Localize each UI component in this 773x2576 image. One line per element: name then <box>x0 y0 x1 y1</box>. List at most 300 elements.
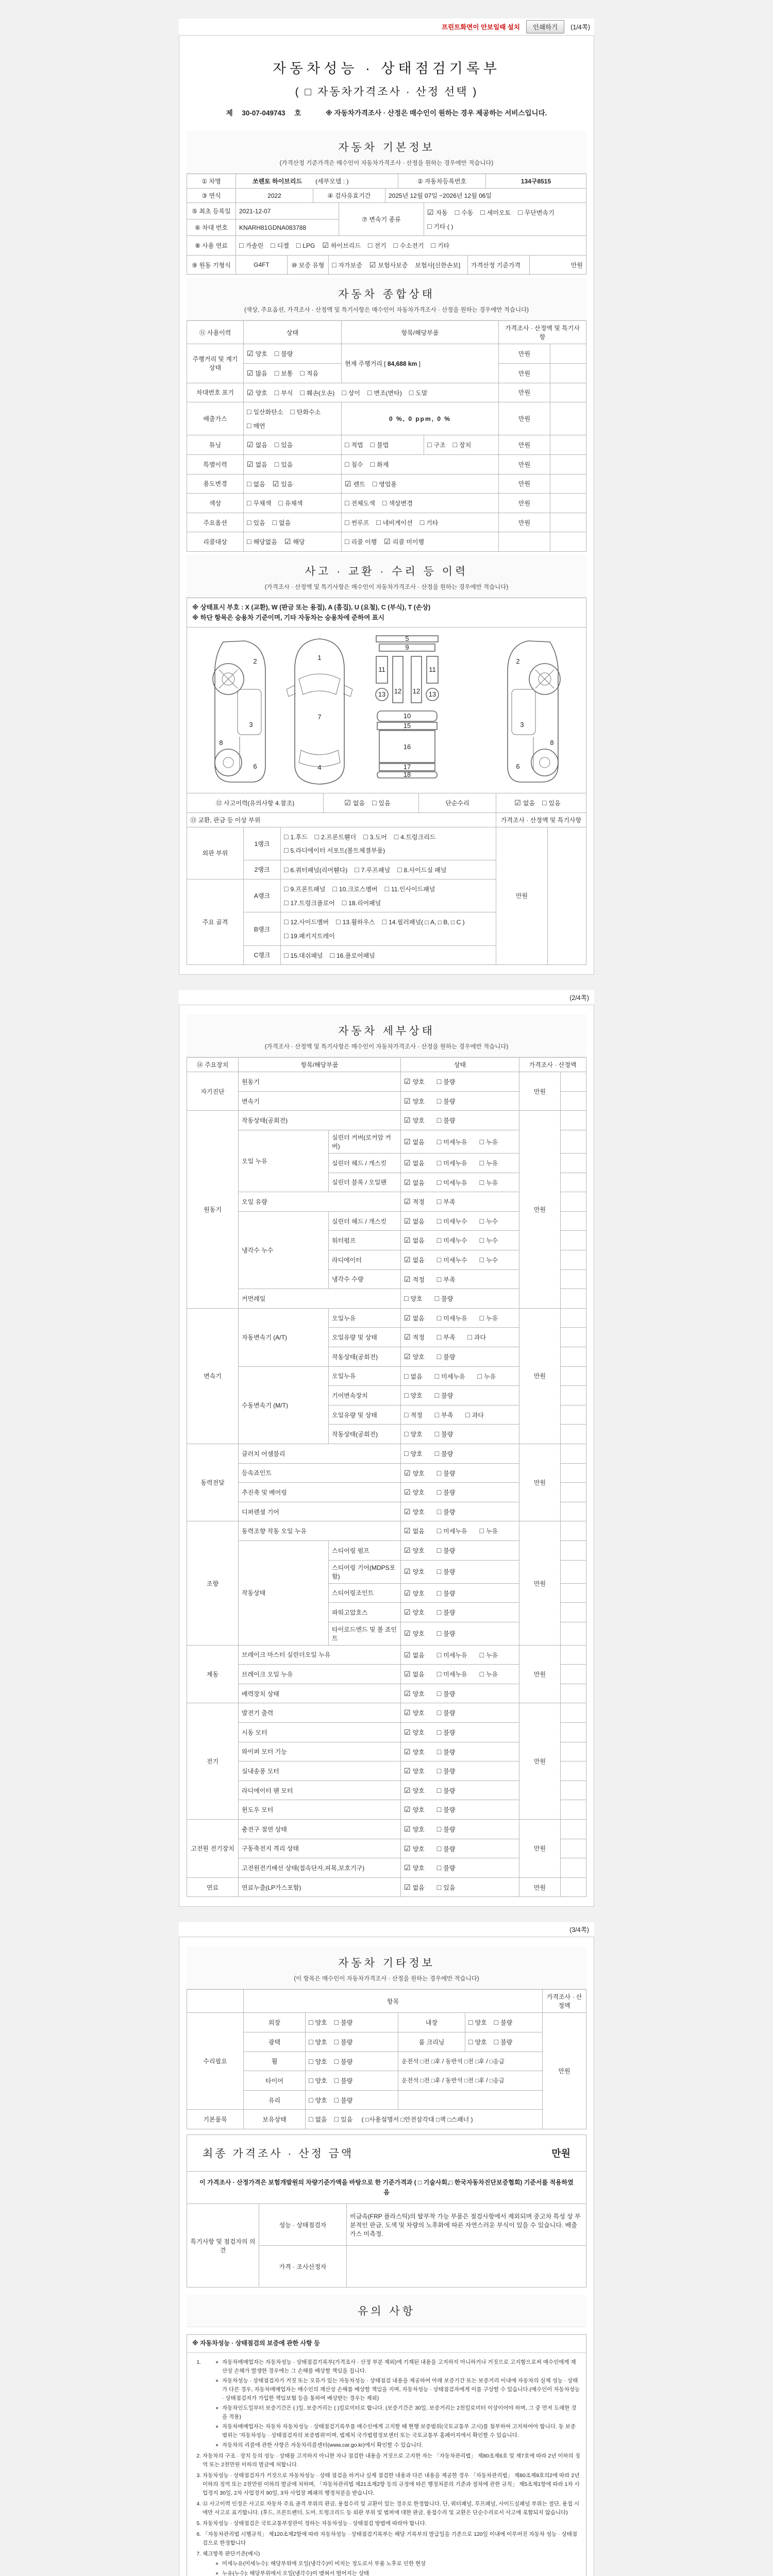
form-option[interactable] <box>271 239 289 252</box>
unchecked-checkbox-icon[interactable]: □ <box>274 460 279 468</box>
unchecked-checkbox-icon[interactable]: □ <box>436 1728 442 1737</box>
form-option[interactable] <box>404 1648 425 1662</box>
unchecked-checkbox-icon[interactable]: □ <box>247 479 251 488</box>
unchecked-checkbox-icon[interactable]: □ <box>300 388 305 397</box>
form-option[interactable] <box>404 1408 423 1422</box>
form-option[interactable] <box>437 1706 456 1720</box>
form-option[interactable] <box>518 206 554 219</box>
unchecked-checkbox-icon[interactable]: □ <box>376 518 381 527</box>
unchecked-checkbox-icon[interactable]: □ <box>247 537 251 546</box>
form-option[interactable] <box>404 1292 423 1306</box>
form-option[interactable] <box>435 1408 453 1422</box>
checked-checkbox-icon[interactable]: ☑ <box>404 1159 411 1167</box>
form-option[interactable] <box>345 535 377 549</box>
form-option[interactable] <box>404 1842 425 1856</box>
unchecked-checkbox-icon[interactable]: □ <box>436 1333 442 1342</box>
form-option[interactable] <box>345 438 363 452</box>
unchecked-checkbox-icon[interactable]: □ <box>436 1767 442 1775</box>
form-option[interactable] <box>478 1369 496 1383</box>
checked-checkbox-icon[interactable]: ☑ <box>404 1096 411 1105</box>
form-option[interactable] <box>467 1330 486 1344</box>
checked-checkbox-icon[interactable]: ☑ <box>247 368 254 377</box>
form-option[interactable] <box>494 2015 513 2029</box>
unchecked-checkbox-icon[interactable]: □ <box>393 241 398 250</box>
form-option[interactable] <box>404 1388 423 1402</box>
unchecked-checkbox-icon[interactable]: □ <box>290 408 295 416</box>
checked-checkbox-icon[interactable]: ☑ <box>404 1670 411 1679</box>
form-option[interactable] <box>437 1605 456 1619</box>
unchecked-checkbox-icon[interactable]: □ <box>436 1352 442 1361</box>
form-option[interactable] <box>437 1466 456 1480</box>
form-option[interactable] <box>247 386 267 400</box>
form-option[interactable] <box>480 1135 498 1149</box>
form-option[interactable] <box>342 896 381 910</box>
checked-checkbox-icon[interactable]: ☑ <box>247 388 254 397</box>
form-option[interactable] <box>372 796 391 810</box>
unchecked-checkbox-icon[interactable]: □ <box>436 1527 442 1535</box>
unchecked-checkbox-icon[interactable]: □ <box>247 408 251 416</box>
unchecked-checkbox-icon[interactable]: □ <box>467 1333 472 1342</box>
unchecked-checkbox-icon[interactable]: □ <box>436 1708 442 1717</box>
form-option[interactable] <box>394 239 424 252</box>
checked-checkbox-icon[interactable]: ☑ <box>404 1236 411 1245</box>
unchecked-checkbox-icon[interactable]: □ <box>382 918 387 926</box>
unchecked-checkbox-icon[interactable]: □ <box>436 1159 442 1167</box>
unchecked-checkbox-icon[interactable]: □ <box>274 349 279 358</box>
unchecked-checkbox-icon[interactable]: □ <box>382 499 387 507</box>
unchecked-checkbox-icon[interactable]: □ <box>247 421 251 430</box>
form-option[interactable] <box>342 386 360 400</box>
unchecked-checkbox-icon[interactable]: □ <box>334 2057 339 2065</box>
form-option[interactable] <box>404 1784 425 1798</box>
form-option[interactable] <box>309 2074 327 2088</box>
unchecked-checkbox-icon[interactable]: □ <box>465 1410 470 1419</box>
unchecked-checkbox-icon[interactable]: □ <box>479 1313 484 1322</box>
form-option[interactable] <box>309 2055 327 2069</box>
unchecked-checkbox-icon[interactable]: □ <box>436 1507 442 1516</box>
form-option[interactable] <box>437 1075 456 1089</box>
unchecked-checkbox-icon[interactable]: □ <box>436 1137 442 1146</box>
form-option[interactable] <box>371 438 389 452</box>
unchecked-checkbox-icon[interactable]: □ <box>284 951 289 959</box>
form-option[interactable] <box>437 1176 467 1190</box>
unchecked-checkbox-icon[interactable]: □ <box>284 885 289 893</box>
unchecked-checkbox-icon[interactable]: □ <box>334 2095 339 2104</box>
checked-checkbox-icon[interactable]: ☑ <box>404 1629 411 1638</box>
unchecked-checkbox-icon[interactable]: □ <box>479 1178 484 1187</box>
form-option[interactable] <box>371 457 389 471</box>
form-option[interactable] <box>382 915 465 929</box>
form-option[interactable] <box>369 258 408 272</box>
form-option[interactable] <box>404 1745 425 1759</box>
unchecked-checkbox-icon[interactable]: □ <box>355 865 359 874</box>
form-option[interactable] <box>247 438 267 452</box>
form-option[interactable] <box>315 830 356 844</box>
checked-checkbox-icon[interactable]: ☑ <box>247 440 254 449</box>
unchecked-checkbox-icon[interactable]: □ <box>284 898 289 907</box>
unchecked-checkbox-icon[interactable]: □ <box>284 846 289 855</box>
unchecked-checkbox-icon[interactable]: □ <box>436 1786 442 1794</box>
unchecked-checkbox-icon[interactable]: □ <box>518 208 523 216</box>
form-option[interactable] <box>309 2112 327 2126</box>
unchecked-checkbox-icon[interactable]: □ <box>278 499 283 507</box>
unchecked-checkbox-icon[interactable]: □ <box>452 440 458 449</box>
unchecked-checkbox-icon[interactable]: □ <box>309 2095 313 2104</box>
form-option[interactable] <box>437 1626 456 1640</box>
form-option[interactable] <box>437 1861 456 1875</box>
form-option[interactable] <box>278 496 303 510</box>
form-option[interactable] <box>273 516 291 530</box>
unchecked-checkbox-icon[interactable]: □ <box>427 440 432 449</box>
form-option[interactable] <box>345 477 365 491</box>
form-option[interactable] <box>437 1784 456 1798</box>
form-option[interactable] <box>404 1861 425 1875</box>
form-option[interactable] <box>239 239 263 252</box>
form-option[interactable] <box>404 1195 425 1209</box>
form-option[interactable] <box>435 1388 453 1402</box>
form-option[interactable] <box>300 386 334 400</box>
print-install-link[interactable]: 프린트화면이 안보일때 설치 <box>442 24 520 31</box>
form-option[interactable] <box>437 1842 456 1856</box>
checked-checkbox-icon[interactable]: ☑ <box>427 208 434 216</box>
checked-checkbox-icon[interactable]: ☑ <box>404 1507 411 1516</box>
unchecked-checkbox-icon[interactable]: □ <box>274 388 279 397</box>
unchecked-checkbox-icon[interactable]: □ <box>436 1178 442 1187</box>
form-option[interactable] <box>437 1214 467 1228</box>
unchecked-checkbox-icon[interactable]: □ <box>247 499 251 507</box>
form-option[interactable] <box>404 1822 425 1836</box>
unchecked-checkbox-icon[interactable]: □ <box>272 518 277 527</box>
checked-checkbox-icon[interactable]: ☑ <box>404 1275 411 1283</box>
unchecked-checkbox-icon[interactable]: □ <box>394 832 399 841</box>
unchecked-checkbox-icon[interactable]: □ <box>309 2018 313 2027</box>
form-option[interactable] <box>334 2055 353 2069</box>
unchecked-checkbox-icon[interactable]: □ <box>370 440 375 449</box>
unchecked-checkbox-icon[interactable]: □ <box>436 1488 442 1497</box>
unchecked-checkbox-icon[interactable]: □ <box>436 1077 442 1086</box>
form-option[interactable] <box>480 1667 498 1681</box>
form-option[interactable] <box>435 1292 453 1306</box>
form-option[interactable] <box>404 1094 425 1108</box>
form-option[interactable] <box>435 1447 453 1461</box>
form-option[interactable] <box>404 1764 425 1778</box>
form-option[interactable] <box>437 1687 456 1701</box>
form-option[interactable] <box>322 239 361 252</box>
checked-checkbox-icon[interactable]: ☑ <box>369 260 376 269</box>
form-option[interactable] <box>273 477 293 491</box>
unchecked-checkbox-icon[interactable]: □ <box>397 865 402 874</box>
form-option[interactable] <box>284 929 335 943</box>
unchecked-checkbox-icon[interactable]: □ <box>334 2076 339 2085</box>
checked-checkbox-icon[interactable]: ☑ <box>344 798 351 807</box>
unchecked-checkbox-icon[interactable]: □ <box>300 368 305 377</box>
form-option[interactable] <box>385 882 435 896</box>
unchecked-checkbox-icon[interactable]: □ <box>404 1391 409 1400</box>
form-option[interactable] <box>367 386 402 400</box>
unchecked-checkbox-icon[interactable]: □ <box>367 388 372 397</box>
form-option[interactable] <box>404 1544 425 1557</box>
checked-checkbox-icon[interactable]: ☑ <box>404 1488 411 1497</box>
checked-checkbox-icon[interactable]: ☑ <box>404 1567 411 1576</box>
form-option[interactable] <box>404 1273 425 1286</box>
form-option[interactable] <box>344 796 365 810</box>
form-option[interactable] <box>437 1667 467 1681</box>
unchecked-checkbox-icon[interactable]: □ <box>284 865 289 874</box>
form-option[interactable] <box>309 2035 327 2049</box>
form-option[interactable] <box>382 496 413 510</box>
form-option[interactable] <box>431 239 449 252</box>
form-option[interactable] <box>437 1330 456 1344</box>
checked-checkbox-icon[interactable]: ☑ <box>404 1588 411 1597</box>
form-option[interactable] <box>437 1113 456 1127</box>
form-option[interactable] <box>404 1485 425 1499</box>
form-option[interactable] <box>275 366 293 380</box>
unchecked-checkbox-icon[interactable]: □ <box>434 1430 440 1438</box>
unchecked-checkbox-icon[interactable]: □ <box>284 931 289 940</box>
unchecked-checkbox-icon[interactable]: □ <box>247 518 251 527</box>
form-option[interactable] <box>334 2015 353 2029</box>
unchecked-checkbox-icon[interactable]: □ <box>309 2038 313 2046</box>
form-option[interactable] <box>330 948 375 962</box>
form-option[interactable] <box>465 1408 484 1422</box>
form-option[interactable] <box>404 1505 425 1519</box>
unchecked-checkbox-icon[interactable]: □ <box>479 1527 484 1535</box>
checked-checkbox-icon[interactable]: ☑ <box>404 1863 411 1872</box>
form-option[interactable] <box>480 1253 498 1267</box>
unchecked-checkbox-icon[interactable]: □ <box>309 2076 313 2085</box>
checked-checkbox-icon[interactable]: ☑ <box>404 1747 411 1756</box>
checked-checkbox-icon[interactable]: ☑ <box>247 349 254 358</box>
form-option[interactable] <box>404 1447 423 1461</box>
form-option[interactable] <box>404 1524 425 1538</box>
form-option[interactable] <box>394 830 435 844</box>
form-option[interactable] <box>435 1369 465 1383</box>
checked-checkbox-icon[interactable]: ☑ <box>404 1825 411 1834</box>
unchecked-checkbox-icon[interactable]: □ <box>314 832 320 841</box>
form-option[interactable] <box>437 1764 456 1778</box>
unchecked-checkbox-icon[interactable]: □ <box>436 1216 442 1225</box>
unchecked-checkbox-icon[interactable]: □ <box>436 1629 442 1638</box>
form-option[interactable] <box>404 1176 425 1190</box>
form-option[interactable] <box>404 1135 425 1149</box>
form-option[interactable] <box>437 1350 456 1364</box>
form-option[interactable] <box>437 1273 456 1286</box>
unchecked-checkbox-icon[interactable]: □ <box>404 1410 409 1419</box>
form-option[interactable] <box>284 896 335 910</box>
unchecked-checkbox-icon[interactable]: □ <box>345 518 349 527</box>
unchecked-checkbox-icon[interactable]: □ <box>434 1391 440 1400</box>
checked-checkbox-icon[interactable]: ☑ <box>404 1767 411 1775</box>
unchecked-checkbox-icon[interactable]: □ <box>330 951 334 959</box>
form-option[interactable] <box>332 882 377 896</box>
checked-checkbox-icon[interactable]: ☑ <box>404 1527 411 1535</box>
form-option[interactable] <box>468 2035 487 2049</box>
form-option[interactable] <box>437 1195 456 1209</box>
form-option[interactable] <box>437 1094 456 1108</box>
form-option[interactable] <box>427 219 453 233</box>
unchecked-checkbox-icon[interactable]: □ <box>332 885 337 893</box>
unchecked-checkbox-icon[interactable]: □ <box>239 241 244 250</box>
form-option[interactable] <box>480 1648 498 1662</box>
form-option[interactable] <box>404 1113 425 1127</box>
checked-checkbox-icon[interactable]: ☑ <box>404 1116 411 1125</box>
checked-checkbox-icon[interactable]: ☑ <box>404 1178 411 1187</box>
form-option[interactable] <box>404 1586 425 1600</box>
form-option[interactable] <box>435 1427 453 1441</box>
checked-checkbox-icon[interactable]: ☑ <box>404 1256 411 1264</box>
unchecked-checkbox-icon[interactable]: □ <box>479 1256 484 1264</box>
unchecked-checkbox-icon[interactable]: □ <box>436 1275 442 1283</box>
form-option[interactable] <box>437 1524 467 1538</box>
form-option[interactable] <box>404 1233 425 1247</box>
unchecked-checkbox-icon[interactable]: □ <box>284 832 289 841</box>
unchecked-checkbox-icon[interactable]: □ <box>436 1689 442 1698</box>
checked-checkbox-icon[interactable]: ☑ <box>404 1608 411 1617</box>
form-option[interactable] <box>437 1565 456 1579</box>
form-option[interactable] <box>437 1880 456 1894</box>
unchecked-checkbox-icon[interactable]: □ <box>479 1670 484 1679</box>
unchecked-checkbox-icon[interactable]: □ <box>372 479 377 488</box>
form-option[interactable] <box>334 2035 353 2049</box>
form-option[interactable] <box>437 1505 456 1519</box>
unchecked-checkbox-icon[interactable]: □ <box>332 260 337 269</box>
unchecked-checkbox-icon[interactable]: □ <box>372 798 377 807</box>
form-option[interactable] <box>437 1485 456 1499</box>
form-option[interactable] <box>345 516 369 530</box>
form-option[interactable] <box>404 1350 425 1364</box>
checked-checkbox-icon[interactable]: ☑ <box>345 479 351 488</box>
form-option[interactable] <box>334 2074 353 2088</box>
unchecked-checkbox-icon[interactable]: □ <box>436 1670 442 1679</box>
form-option[interactable] <box>397 863 446 877</box>
form-option[interactable] <box>404 1311 425 1325</box>
form-option[interactable] <box>404 1803 425 1817</box>
checked-checkbox-icon[interactable]: ☑ <box>404 1844 411 1853</box>
form-option[interactable] <box>334 2093 353 2107</box>
unchecked-checkbox-icon[interactable]: □ <box>436 1236 442 1245</box>
unchecked-checkbox-icon[interactable]: □ <box>345 440 349 449</box>
unchecked-checkbox-icon[interactable]: □ <box>409 388 414 397</box>
unchecked-checkbox-icon[interactable]: □ <box>427 222 432 230</box>
form-option[interactable] <box>437 1135 467 1149</box>
form-option[interactable] <box>275 457 293 471</box>
unchecked-checkbox-icon[interactable]: □ <box>436 1883 442 1891</box>
form-option[interactable] <box>437 1648 467 1662</box>
form-option[interactable] <box>284 535 305 549</box>
form-option[interactable] <box>437 1586 456 1600</box>
checked-checkbox-icon[interactable]: ☑ <box>404 1650 411 1659</box>
checked-checkbox-icon[interactable]: ☑ <box>404 1077 411 1086</box>
form-option[interactable] <box>309 2015 327 2029</box>
checked-checkbox-icon[interactable]: ☑ <box>404 1883 411 1891</box>
form-option[interactable] <box>437 1311 467 1325</box>
unchecked-checkbox-icon[interactable]: □ <box>309 2057 313 2065</box>
checked-checkbox-icon[interactable]: ☑ <box>404 1313 411 1322</box>
unchecked-checkbox-icon[interactable]: □ <box>479 1159 484 1167</box>
unchecked-checkbox-icon[interactable]: □ <box>434 1449 440 1458</box>
checked-checkbox-icon[interactable]: ☑ <box>247 460 254 468</box>
unchecked-checkbox-icon[interactable]: □ <box>436 1468 442 1477</box>
form-option[interactable] <box>363 830 387 844</box>
form-option[interactable] <box>247 516 265 530</box>
unchecked-checkbox-icon[interactable]: □ <box>436 1256 442 1264</box>
form-option[interactable] <box>247 457 267 471</box>
form-option[interactable] <box>404 1156 425 1170</box>
unchecked-checkbox-icon[interactable]: □ <box>284 918 289 926</box>
unchecked-checkbox-icon[interactable]: □ <box>336 918 341 926</box>
checked-checkbox-icon[interactable]: ☑ <box>514 798 521 807</box>
form-option[interactable] <box>275 438 293 452</box>
unchecked-checkbox-icon[interactable]: □ <box>436 1096 442 1105</box>
unchecked-checkbox-icon[interactable]: □ <box>468 2038 473 2046</box>
unchecked-checkbox-icon[interactable]: □ <box>494 2018 499 2027</box>
form-option[interactable] <box>404 1706 425 1720</box>
form-option[interactable] <box>309 2093 327 2107</box>
unchecked-checkbox-icon[interactable]: □ <box>436 1608 442 1617</box>
form-option[interactable] <box>247 496 271 510</box>
unchecked-checkbox-icon[interactable]: □ <box>384 885 390 893</box>
form-option[interactable] <box>368 239 386 252</box>
unchecked-checkbox-icon[interactable]: □ <box>434 1410 440 1419</box>
form-option[interactable] <box>404 1427 423 1441</box>
unchecked-checkbox-icon[interactable]: □ <box>309 2115 313 2124</box>
form-option[interactable] <box>427 206 448 219</box>
unchecked-checkbox-icon[interactable]: □ <box>404 1430 409 1438</box>
form-option[interactable] <box>275 347 293 361</box>
checked-checkbox-icon[interactable]: ☑ <box>404 1468 411 1477</box>
form-option[interactable] <box>404 1667 425 1681</box>
form-option[interactable] <box>334 2112 353 2126</box>
form-option[interactable] <box>480 1233 498 1247</box>
unchecked-checkbox-icon[interactable]: □ <box>404 1294 409 1303</box>
unchecked-checkbox-icon[interactable]: □ <box>404 1371 409 1380</box>
form-option[interactable] <box>290 405 321 419</box>
checked-checkbox-icon[interactable]: ☑ <box>404 1805 411 1814</box>
unchecked-checkbox-icon[interactable]: □ <box>345 499 349 507</box>
form-option[interactable] <box>247 477 265 491</box>
form-option[interactable] <box>296 239 315 252</box>
unchecked-checkbox-icon[interactable]: □ <box>345 537 349 546</box>
form-option[interactable] <box>384 535 424 549</box>
form-option[interactable] <box>404 1605 425 1619</box>
checked-checkbox-icon[interactable]: ☑ <box>384 537 391 546</box>
form-option[interactable] <box>345 457 363 471</box>
unchecked-checkbox-icon[interactable]: □ <box>436 1805 442 1814</box>
unchecked-checkbox-icon[interactable]: □ <box>436 1116 442 1125</box>
form-option[interactable] <box>437 1822 456 1836</box>
form-option[interactable] <box>437 1233 467 1247</box>
form-option[interactable] <box>404 1214 425 1228</box>
checked-checkbox-icon[interactable]: ☑ <box>404 1786 411 1794</box>
unchecked-checkbox-icon[interactable]: □ <box>274 368 279 377</box>
unchecked-checkbox-icon[interactable]: □ <box>296 241 301 250</box>
unchecked-checkbox-icon[interactable]: □ <box>334 2115 339 2124</box>
unchecked-checkbox-icon[interactable]: □ <box>479 1137 484 1146</box>
form-option[interactable] <box>404 1253 425 1267</box>
form-option[interactable] <box>437 1156 467 1170</box>
form-option[interactable] <box>455 206 474 219</box>
form-option[interactable] <box>480 1176 498 1190</box>
form-option[interactable] <box>404 1565 425 1579</box>
checked-checkbox-icon[interactable]: ☑ <box>404 1137 411 1146</box>
form-option[interactable] <box>437 1544 456 1557</box>
unchecked-checkbox-icon[interactable]: □ <box>479 1216 484 1225</box>
unchecked-checkbox-icon[interactable]: □ <box>434 1294 440 1303</box>
form-option[interactable] <box>427 438 446 452</box>
form-option[interactable] <box>284 915 329 929</box>
checked-checkbox-icon[interactable]: ☑ <box>404 1216 411 1225</box>
unchecked-checkbox-icon[interactable]: □ <box>436 1863 442 1872</box>
